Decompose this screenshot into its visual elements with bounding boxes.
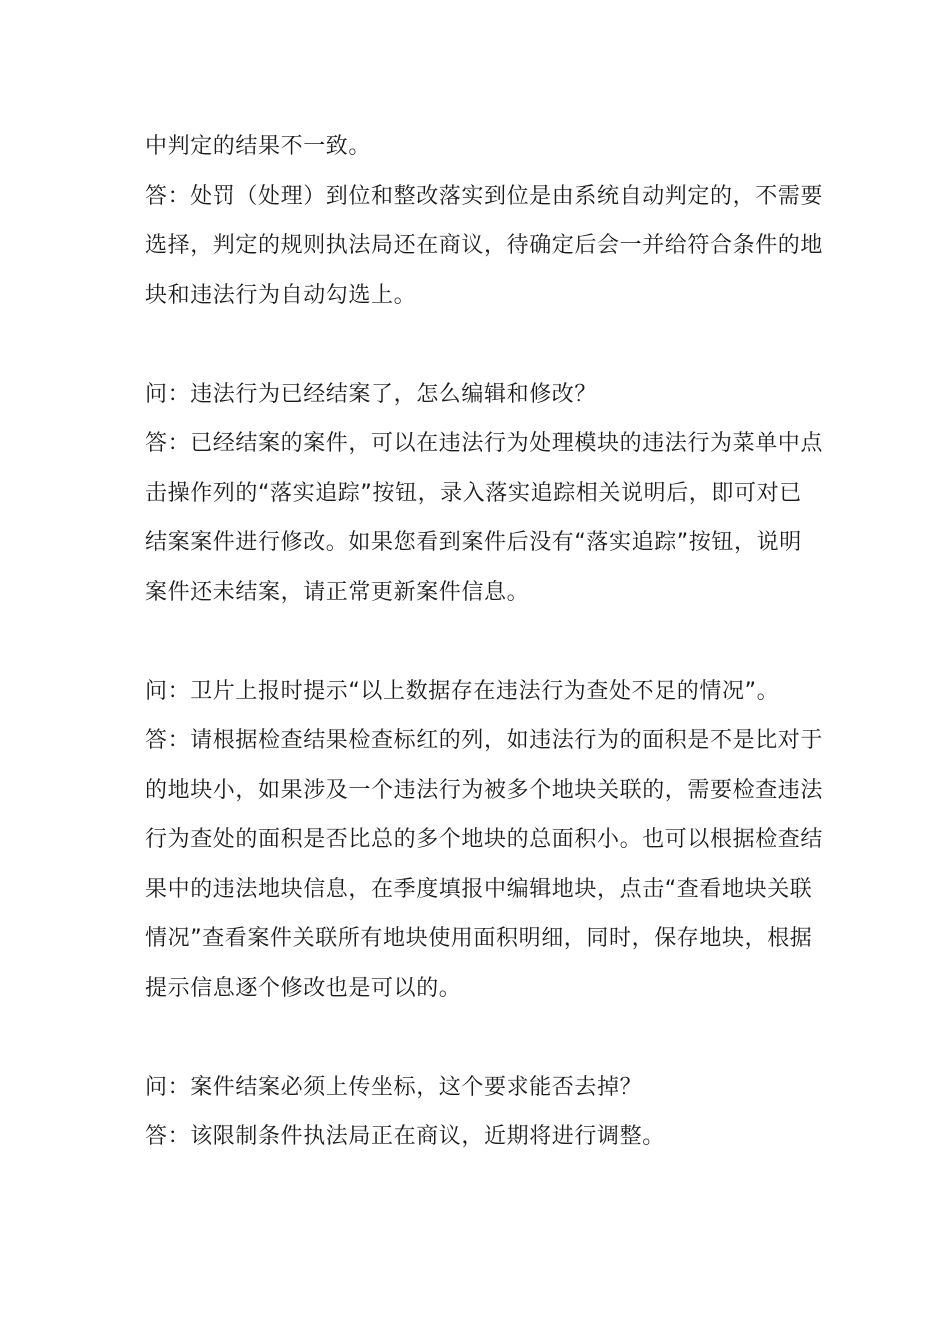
- text-line: 情况”查看案件关联所有地块使用面积明细，同时，保存地块，根据: [145, 926, 813, 951]
- text-line: 块和违法行为自动勾选上。: [145, 282, 417, 308]
- text-line: 的地块小，如果涉及一个违法行为被多个地块关联的，需要检查违法: [145, 777, 824, 803]
- text-line: 选择，判定的规则执法局还在商议，待确定后会一并给符合条件的地: [145, 233, 824, 258]
- answer-line: 答：处罚（处理）到位和整改落实到位是由系统自动判定的，不需要: [145, 183, 824, 209]
- qa-block-coordinates: [145, 1063, 810, 1162]
- answer-line: 答：该限制条件执法局正在商议，近期将进行调整。: [145, 1124, 665, 1149]
- answer-line: 答：已经结案的案件，可以在违法行为处理模块的违法行为菜单中点: [145, 431, 824, 456]
- qa-block-continuation: [145, 122, 824, 320]
- text-line: 中判定的结果不一致。: [145, 134, 372, 159]
- question-line: 问：违法行为已经结案了，怎么编辑和修改？: [145, 381, 598, 407]
- answer-line: 答：请根据检查结果检查标红的列，如违法行为的面积是不是比对于: [145, 728, 824, 753]
- document-body: [145, 122, 824, 1162]
- text-line: 击操作列的“落实追踪”按钮，录入落实追踪相关说明后，即可对已: [145, 480, 802, 506]
- text-line: 案件还未结案，请正常更新案件信息。: [145, 579, 530, 605]
- text-line: 行为查处的面积是否比总的多个地块的总面积小。也可以根据检查结: [145, 827, 824, 852]
- qa-block-report-warning: [145, 667, 824, 1014]
- text-line: 果中的违法地块信息，在季度填报中编辑地块，点击“查看地块关联: [145, 876, 813, 902]
- text-line: 提示信息逐个修改也是可以的。: [145, 975, 462, 1001]
- text-line: 结案案件进行修改。如果您看到案件后没有“落实追踪”按钮，说明: [145, 530, 802, 555]
- question-line: 问：案件结案必须上传坐标，这个要求能否去掉？: [145, 1074, 643, 1100]
- question-line: 问：卫片上报时提示“以上数据存在违法行为查处不足的情况”。: [145, 678, 780, 704]
- qa-block-edit-closed-case: [145, 370, 824, 618]
